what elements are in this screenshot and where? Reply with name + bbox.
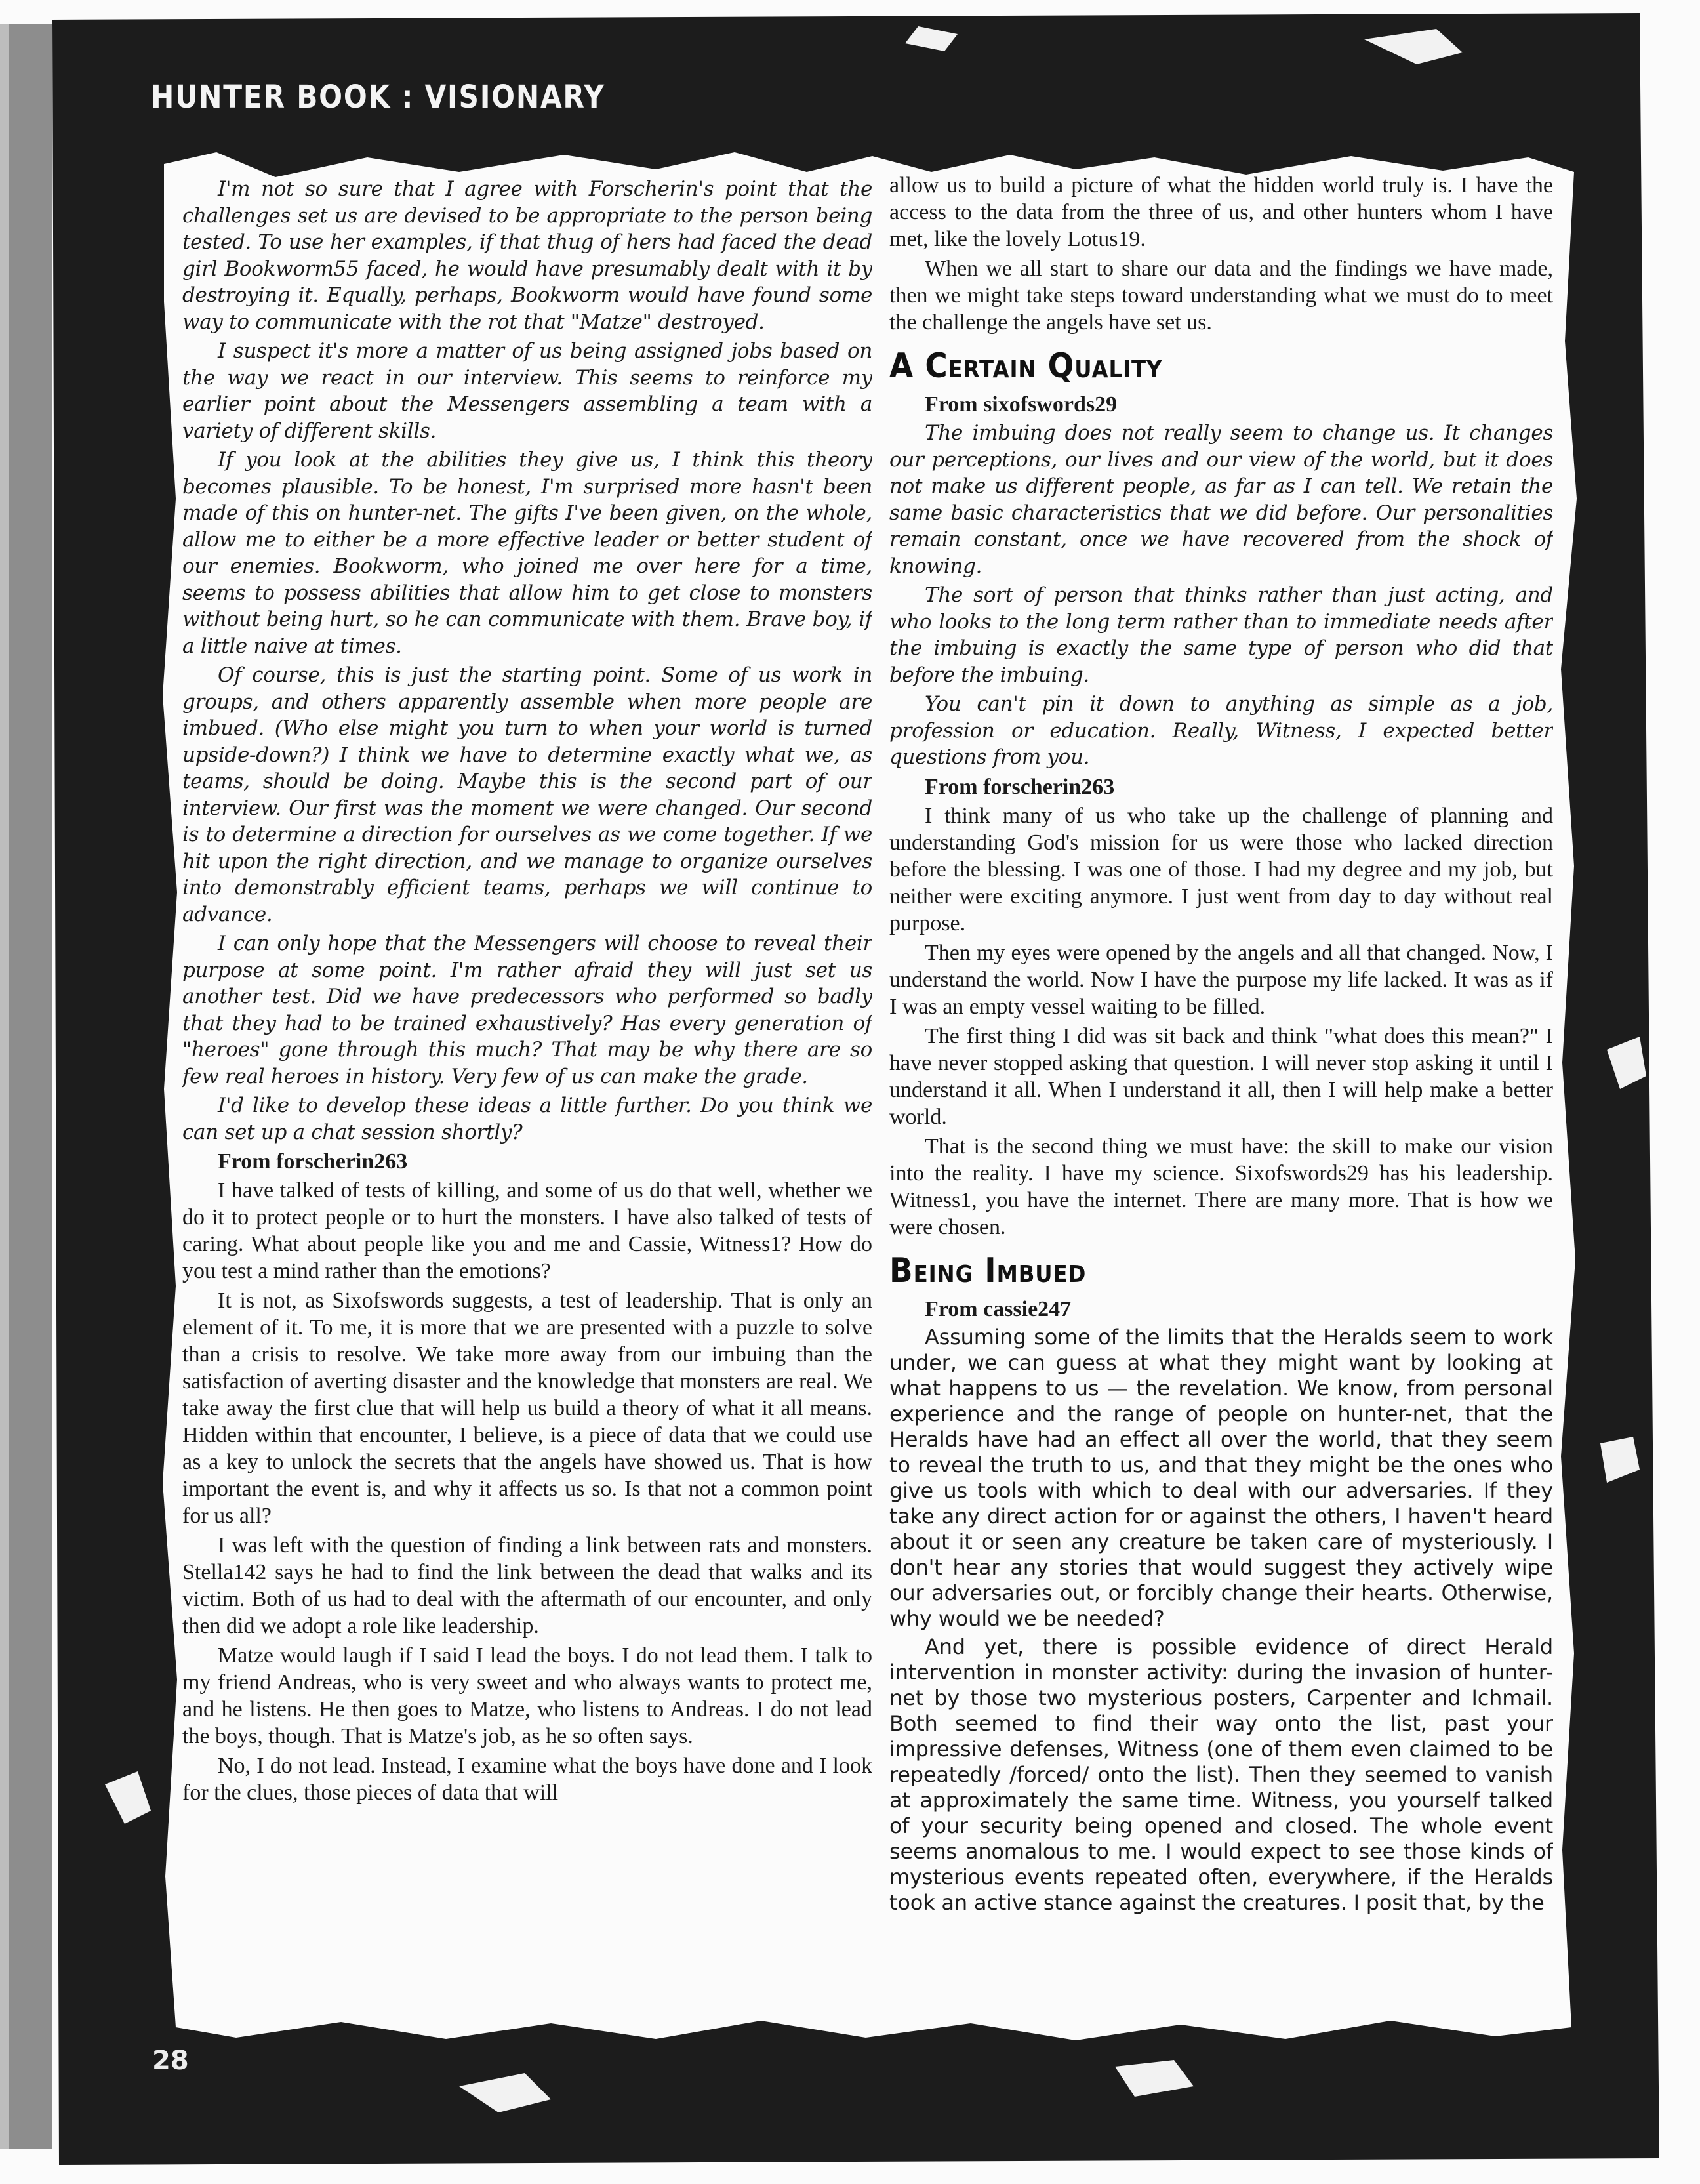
body-paragraph: Matze would laugh if I said I lead the boys. I do not lead them. I talk to my friend Andreas, who is very sweet and who always wants to protect me, and he listens. He then goes to Matze, who listens to Andreas. I do not lead the boys, though. That is Matze's job, as he so often says.	[182, 1643, 872, 1748]
italic-paragraph: You can't pin it down to anything as simple as a job, profession or education. Really, Witness, I expected better questions from you.	[889, 692, 1553, 769]
body-paragraph: I was left with the question of finding a link between rats and monsters. Stella142 says he had to find the link between the dead that walks and its victim. Both of us had to deal with the aftermath of our encounter, and only then did we adopt a role like leadership.	[182, 1533, 872, 1638]
italic-paragraph: I'm not so sure that I agree with Forscherin's point that the challenges set us are devised to be appropriate to the person being tested. To use her examples, if that thug of hers had faced the dead girl Bookworm55 faced, he would have presumably dealt with it by destroying it. Equally, perhaps, Bookworm would have found some way to communicate with the rot that "Matze" destroyed.	[182, 177, 872, 334]
post-author-label: From forscherin263	[925, 774, 1115, 799]
italic-paragraph: I can only hope that the Messengers will choose to reveal their purpose at some point. I'm rather afraid they will just set us another test. Did we have predecessors who performed so badly that they had to be trained exhaustively? Has every generation of "heroes" gone through this much? That may be why there are so few real heroes in history. Very few of us can make the grade.	[182, 932, 872, 1088]
body-paragraph: When we all start to share our data and the findings we have made, then we might take steps toward understanding what we must do to meet the challenge the angels have set us.	[889, 257, 1553, 335]
body-paragraph: The first thing I did was sit back and think "what does this mean?" I have never stopped asking that question. I will never stop asking it until I understand it all. When I understand it all, then I will help make a better world.	[889, 1023, 1553, 1129]
italic-paragraph: The imbuing does not really seem to change us. It changes our perceptions, our lives and our view of the world, but it does not make us different people, as far as I can tell. We retain the same basic characteristics that we did before. Our personalities remain constant, once we have recovered from the shock of knowing.	[889, 421, 1553, 578]
body-paragraph: I have talked of tests of killing, and some of us do that well, whether we do it to protect people or to hurt the monsters. I have also talked of tests of caring. What about people like you and me and Cassie, Witness1? How do you test a mind rather than the emotions?	[182, 1178, 872, 1283]
body-paragraph: Then my eyes were opened by the angels and all that changed. Now, I understand the world. Now I have the purpose my life lacked. It was as if I was an empty vessel waiting to be filled.	[889, 940, 1553, 1019]
typed-paragraph: Assuming some of the limits that the Heralds seem to work under, we can guess at what they might want by looking at what happens to us — the revelation. We know, from personal experience and the range of people on hunter-net, that the Heralds have had an effect all over the world, that they seem to reveal the truth to us, and that they might be the ones who give us tools with which to deal with our adversaries. If they take any direct action for or against the others, I haven't heard about it or seen any creature be taken care of mysteriously. I don't hear any stories that would suggest they actively wipe our adversaries out, or forcibly change their hearts. Otherwise, why would we be needed?	[889, 1324, 1553, 1631]
post-author-label: From forscherin263	[218, 1149, 408, 1174]
section-heading: A Certain Quality	[889, 346, 1163, 386]
running-header: HUNTER BOOK : VISIONARY	[151, 79, 605, 115]
right-column	[889, 172, 1553, 2029]
body-paragraph: It is not, as Sixofswords suggests, a test of leadership. That is only an element of it. To me, it is more that we are presented with a puzzle to solve than a crisis to resolve. We take more away from our imbuing than the satisfaction of averting disaster and the knowledge that monsters are real. We take away the first clue that will help us build a theory of what it all means. Hidden within that encounter, I believe, is a piece of data that we could use as a key to unlock the secrets that the angels have showed us. That is how important the event is, and why it affects us so. Is that not a common point for us all?	[182, 1288, 872, 1528]
page-number: 28	[152, 2046, 189, 2076]
italic-paragraph: Of course, this is just the starting point. Some of us work in groups, and others apparently assemble when more people are imbued. (Who else might you turn to when your world is turned upside-down?) I think we have to determine exactly what we, as teams, should be doing. Maybe this is the second part of our interview. Our first was the moment we were changed. Our second is to determine a direction for ourselves as we come together. If we hit upon the right direction, and we manage to organize ourselves into demonstrably efficient teams, perhaps we will continue to advance.	[182, 663, 872, 926]
body-paragraph: No, I do not lead. Instead, I examine what the boys have done and I look for the clues, those pieces of data that will	[182, 1754, 872, 1805]
body-paragraph: I think many of us who take up the challenge of planning and understanding God's mission for us were those who lacked direction before the blessing. I was one of those. I had my degree and my job, but neither were exciting anymore. I just went from day to day without real purpose.	[889, 803, 1553, 936]
left-column	[182, 176, 872, 2006]
post-author-label: From sixofswords29	[925, 392, 1118, 417]
post-author-label: From cassie247	[925, 1296, 1072, 1321]
body-paragraph: allow us to build a picture of what the hidden world truly is. I have the access to the data from the three of us, and other hunters whom I have met, like the lovely Lotus19.	[889, 173, 1553, 251]
body-paragraph: That is the second thing we must have: the skill to make our vision into the reality. I have my science. Sixofswords29 has his leadership. Witness1, you have the internet. There are many more. That is how we were chosen.	[889, 1134, 1553, 1239]
typed-paragraph: And yet, there is possible evidence of direct Herald intervention in monster activity: during the invasion of hunter-net by those two mysterious posters, Carpenter and Ichmail. Both seemed to find their way onto the list, past your impressive defenses, Witness (one of them even claimed to be repeatedly /forced/ onto the list). Then they seemed to vanish at approximately the same time. Witness, you yourself talked of your security being opened and closed. The whole event seems anomalous to me. I would expect to see those kinds of mysterious events repeated often, everywhere, if the Heralds took an active stance against the creatures. I posit that, by the	[889, 1634, 1553, 1915]
italic-paragraph: The sort of person that thinks rather than just acting, and who looks to the long term rather than to immediate needs after the imbuing is exactly the same type of person who did that before the imbuing.	[889, 583, 1553, 687]
italic-paragraph: If you look at the abilities they give us, I think this theory becomes plausible. To be honest, I'm surprised more hasn't been made of this on hunter-net. The gifts I've been given, on the whole, allow me to either be a more effective leader or better student of our enemies. Bookworm, who joined me over here for a time, seems to possess abilities that allow him to get close to monsters without being hurt, so he can communicate with them. Brave boy, if a little naive at times.	[182, 448, 872, 658]
italic-paragraph: I suspect it's more a matter of us being assigned jobs based on the way we react in our interview. This seems to reinforce my earlier point about the Messengers assembling a team with a variety of different skills.	[182, 339, 872, 443]
italic-paragraph: I'd like to develop these ideas a little further. Do you think we can set up a chat session shortly?	[182, 1094, 872, 1144]
section-heading: Being Imbued	[889, 1250, 1087, 1290]
